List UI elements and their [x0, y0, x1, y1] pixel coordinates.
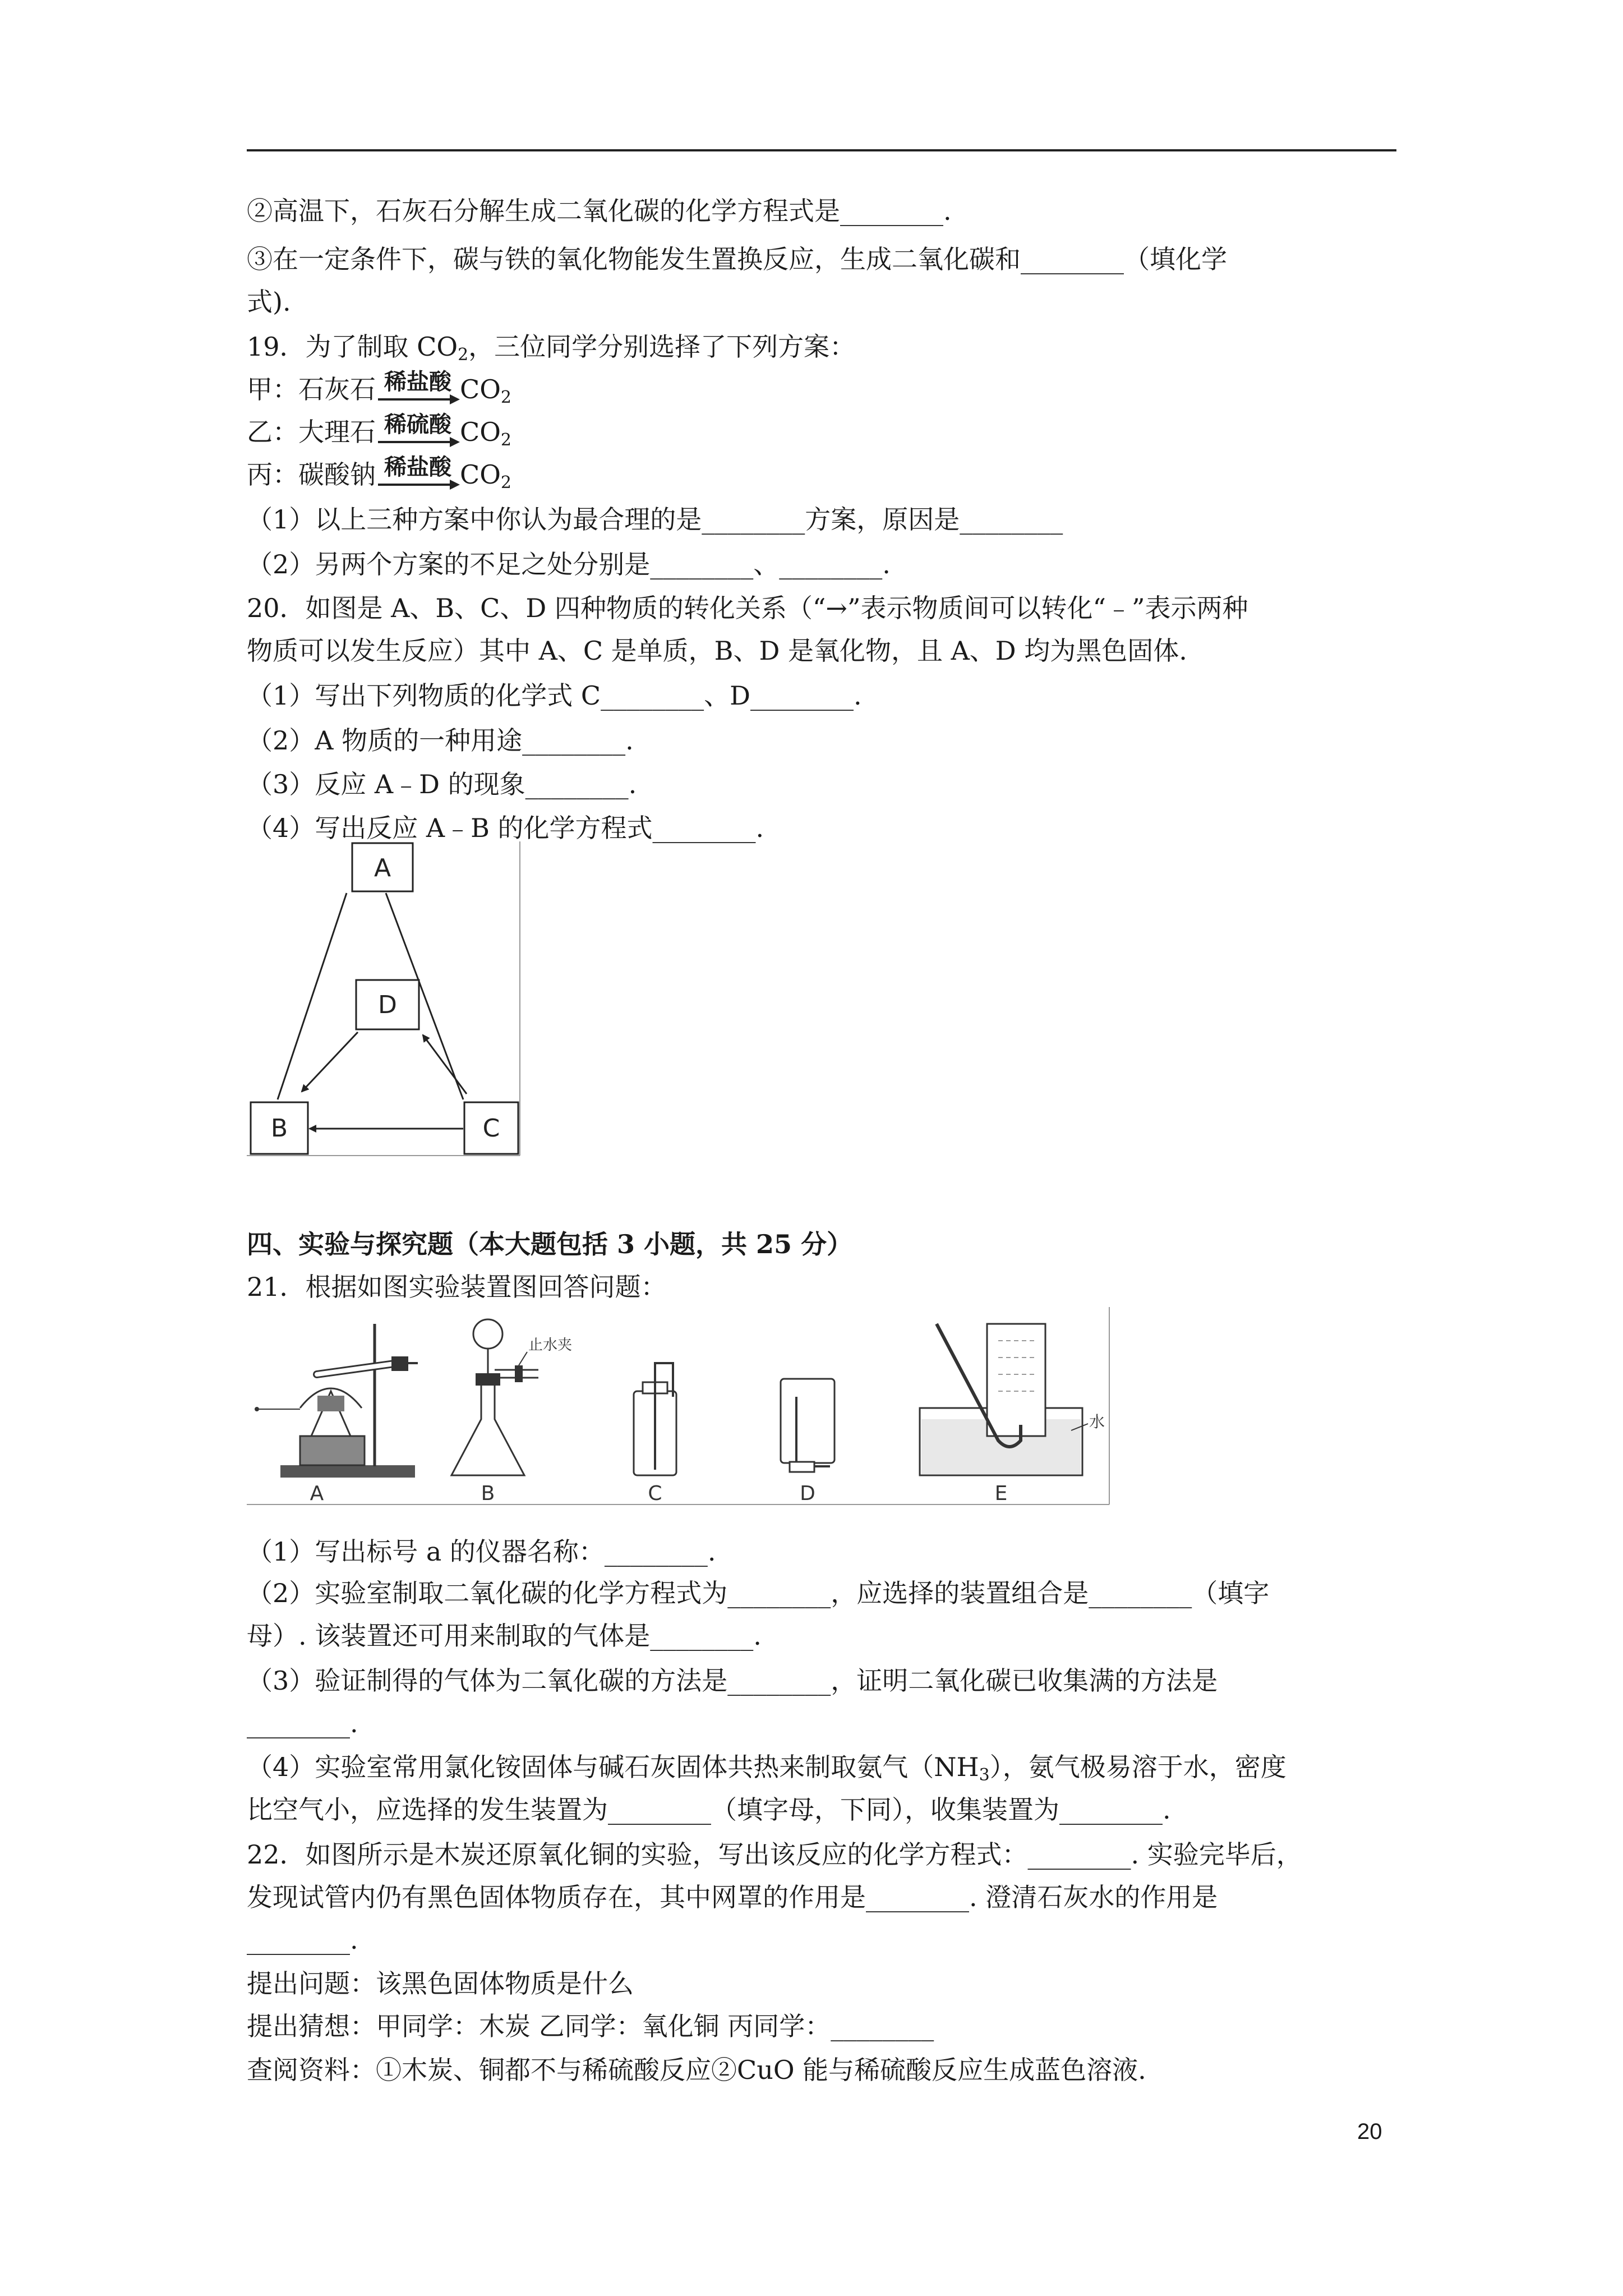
apparatus-b-flask — [451, 1319, 572, 1475]
q21-part2-line1: （2）实验室制取二氧化碳的化学方程式为________，应选择的装置组合是________（填字 — [247, 1578, 1270, 1608]
scheme-jia: 甲：石灰石 稀盐酸 $CO_2$ — [247, 369, 512, 407]
apparatus-label-c: C — [648, 1482, 662, 1505]
clamp-label: 止水夹 — [528, 1337, 573, 1354]
reaction-condition: 稀盐酸 — [384, 369, 451, 395]
q22-question: 提出问题：该黑色固体物质是什么 — [247, 1968, 634, 1999]
apparatus-d-bottle — [781, 1379, 834, 1472]
q20-intro-line2: 物质可以发生反应）其中 A、C 是单质，B、D 是氧化物，且 A、D 均为黑色固体. — [247, 636, 1187, 666]
reaction-arrow — [376, 411, 460, 449]
relation-diagram — [247, 841, 527, 1161]
q20-part1: （1）写出下列物质的化学式 C________、D________. — [247, 680, 862, 711]
q20-part2: （2）A 物质的一种用途________. — [247, 725, 634, 756]
edge-a-b — [278, 893, 347, 1099]
node-d-label: D — [378, 991, 397, 1019]
scheme-product: CO — [460, 417, 501, 447]
q21-part1: （1）写出标号 a 的仪器名称：________. — [247, 1536, 716, 1567]
scheme-reactant: 甲：石灰石 — [247, 374, 376, 404]
q18-part2: ②高温下，石灰石分解生成二氧化碳的化学方程式是________. — [247, 196, 952, 226]
water-label: 水 — [1089, 1412, 1105, 1431]
reaction-condition: 稀硫酸 — [384, 411, 451, 438]
q21-intro: 21．根据如图实验装置图回答问题： — [247, 1272, 667, 1302]
apparatus-a-heating — [255, 1324, 418, 1478]
q20-part4: （4）写出反应 A﹣B 的化学方程式________. — [247, 813, 764, 843]
q21-part4-line1: （4）实验室常用氯化铵固体与碱石灰固体共热来制取氨气$(NH_3)$，氨气极易溶于水，密度 — [247, 1752, 1287, 1785]
apparatus-c-bottle — [634, 1363, 676, 1475]
q20-intro-line1: 20．如图是 A、B、C、D 四种物质的转化关系（“→”表示物质间可以转化“﹣”表示两种 — [247, 593, 1248, 623]
reaction-arrow — [376, 369, 460, 406]
q18-part3-line1: ③在一定条件下，碳与铁的氧化物能发生置换反应，生成二氧化碳和________（填化学 — [247, 244, 1227, 274]
section-4-heading: 四、实验与探究题（本大题包括 3 小题，共 25 分） — [247, 1229, 853, 1259]
q21-part3-line1: （3）验证制得的气体为二氧化碳的方法是________，证明二氧化碳已收集满的方法是 — [247, 1665, 1218, 1696]
arrow-d-b — [302, 1032, 358, 1092]
scheme-reactant: 乙：大理石 — [247, 417, 376, 447]
node-a-label: A — [374, 854, 391, 882]
q19-part2: （2）另两个方案的不足之处分别是________、________. — [247, 549, 891, 579]
apparatus-figure — [247, 1307, 1110, 1509]
q21-part4-line2: 比空气小，应选择的发生装置为________（填字母，下同），收集装置为________. — [247, 1795, 1171, 1825]
scheme-product: CO — [460, 459, 501, 490]
scheme-reactant: 丙：碳酸钠 — [247, 459, 376, 490]
arrow-c-d — [423, 1035, 467, 1094]
apparatus-label-e: E — [994, 1482, 1008, 1505]
reaction-condition: 稀盐酸 — [384, 454, 451, 480]
q22-line3: ________. — [247, 1925, 358, 1955]
q22-line1: 22．如图所示是木炭还原氧化铜的实验，写出该反应的化学方程式：________. 实验完毕后， — [247, 1839, 1302, 1870]
header-rule — [247, 149, 1396, 151]
q21-part3-line2: ________. — [247, 1708, 358, 1738]
apparatus-e-trough — [920, 1324, 1105, 1475]
q19-intro: 19．为了制取 $CO_2$，三位同学分别选择了下列方案： — [247, 332, 856, 365]
q22-info: 查阅资料：①木炭、铜都不与稀硫酸反应②CuO 能与稀硫酸反应生成蓝色溶液. — [247, 2055, 1146, 2085]
apparatus-label-d: D — [800, 1482, 815, 1505]
q20-part3: （3）反应 A﹣D 的现象________. — [247, 769, 637, 799]
q19-part1: （1）以上三种方案中你认为最合理的是________方案，原因是________ — [247, 504, 1063, 535]
apparatus-label-b: B — [481, 1482, 495, 1505]
reaction-arrow — [376, 454, 460, 491]
scheme-bing: 丙：碳酸钠 稀盐酸 $CO_2$ — [247, 454, 512, 493]
q18-part3-line2: 式). — [247, 287, 291, 317]
node-b-label: B — [270, 1114, 288, 1143]
q21-part2-line2: 母）. 该装置还可用来制取的气体是________. — [247, 1621, 762, 1651]
q22-guess: 提出猜想：甲同学：木炭 乙同学：氧化铜 丙同学：________ — [247, 2011, 934, 2041]
page-number: 20 — [1357, 2119, 1382, 2144]
apparatus-label-a: A — [310, 1482, 324, 1505]
q22-line2: 发现试管内仍有黑色固体物质存在，其中网罩的作用是________. 澄清石灰水的作用是 — [247, 1882, 1218, 1912]
node-c-label: C — [482, 1114, 500, 1143]
scheme-yi: 乙：大理石 稀硫酸 $CO_2$ — [247, 411, 512, 450]
scheme-product: CO — [460, 374, 501, 404]
